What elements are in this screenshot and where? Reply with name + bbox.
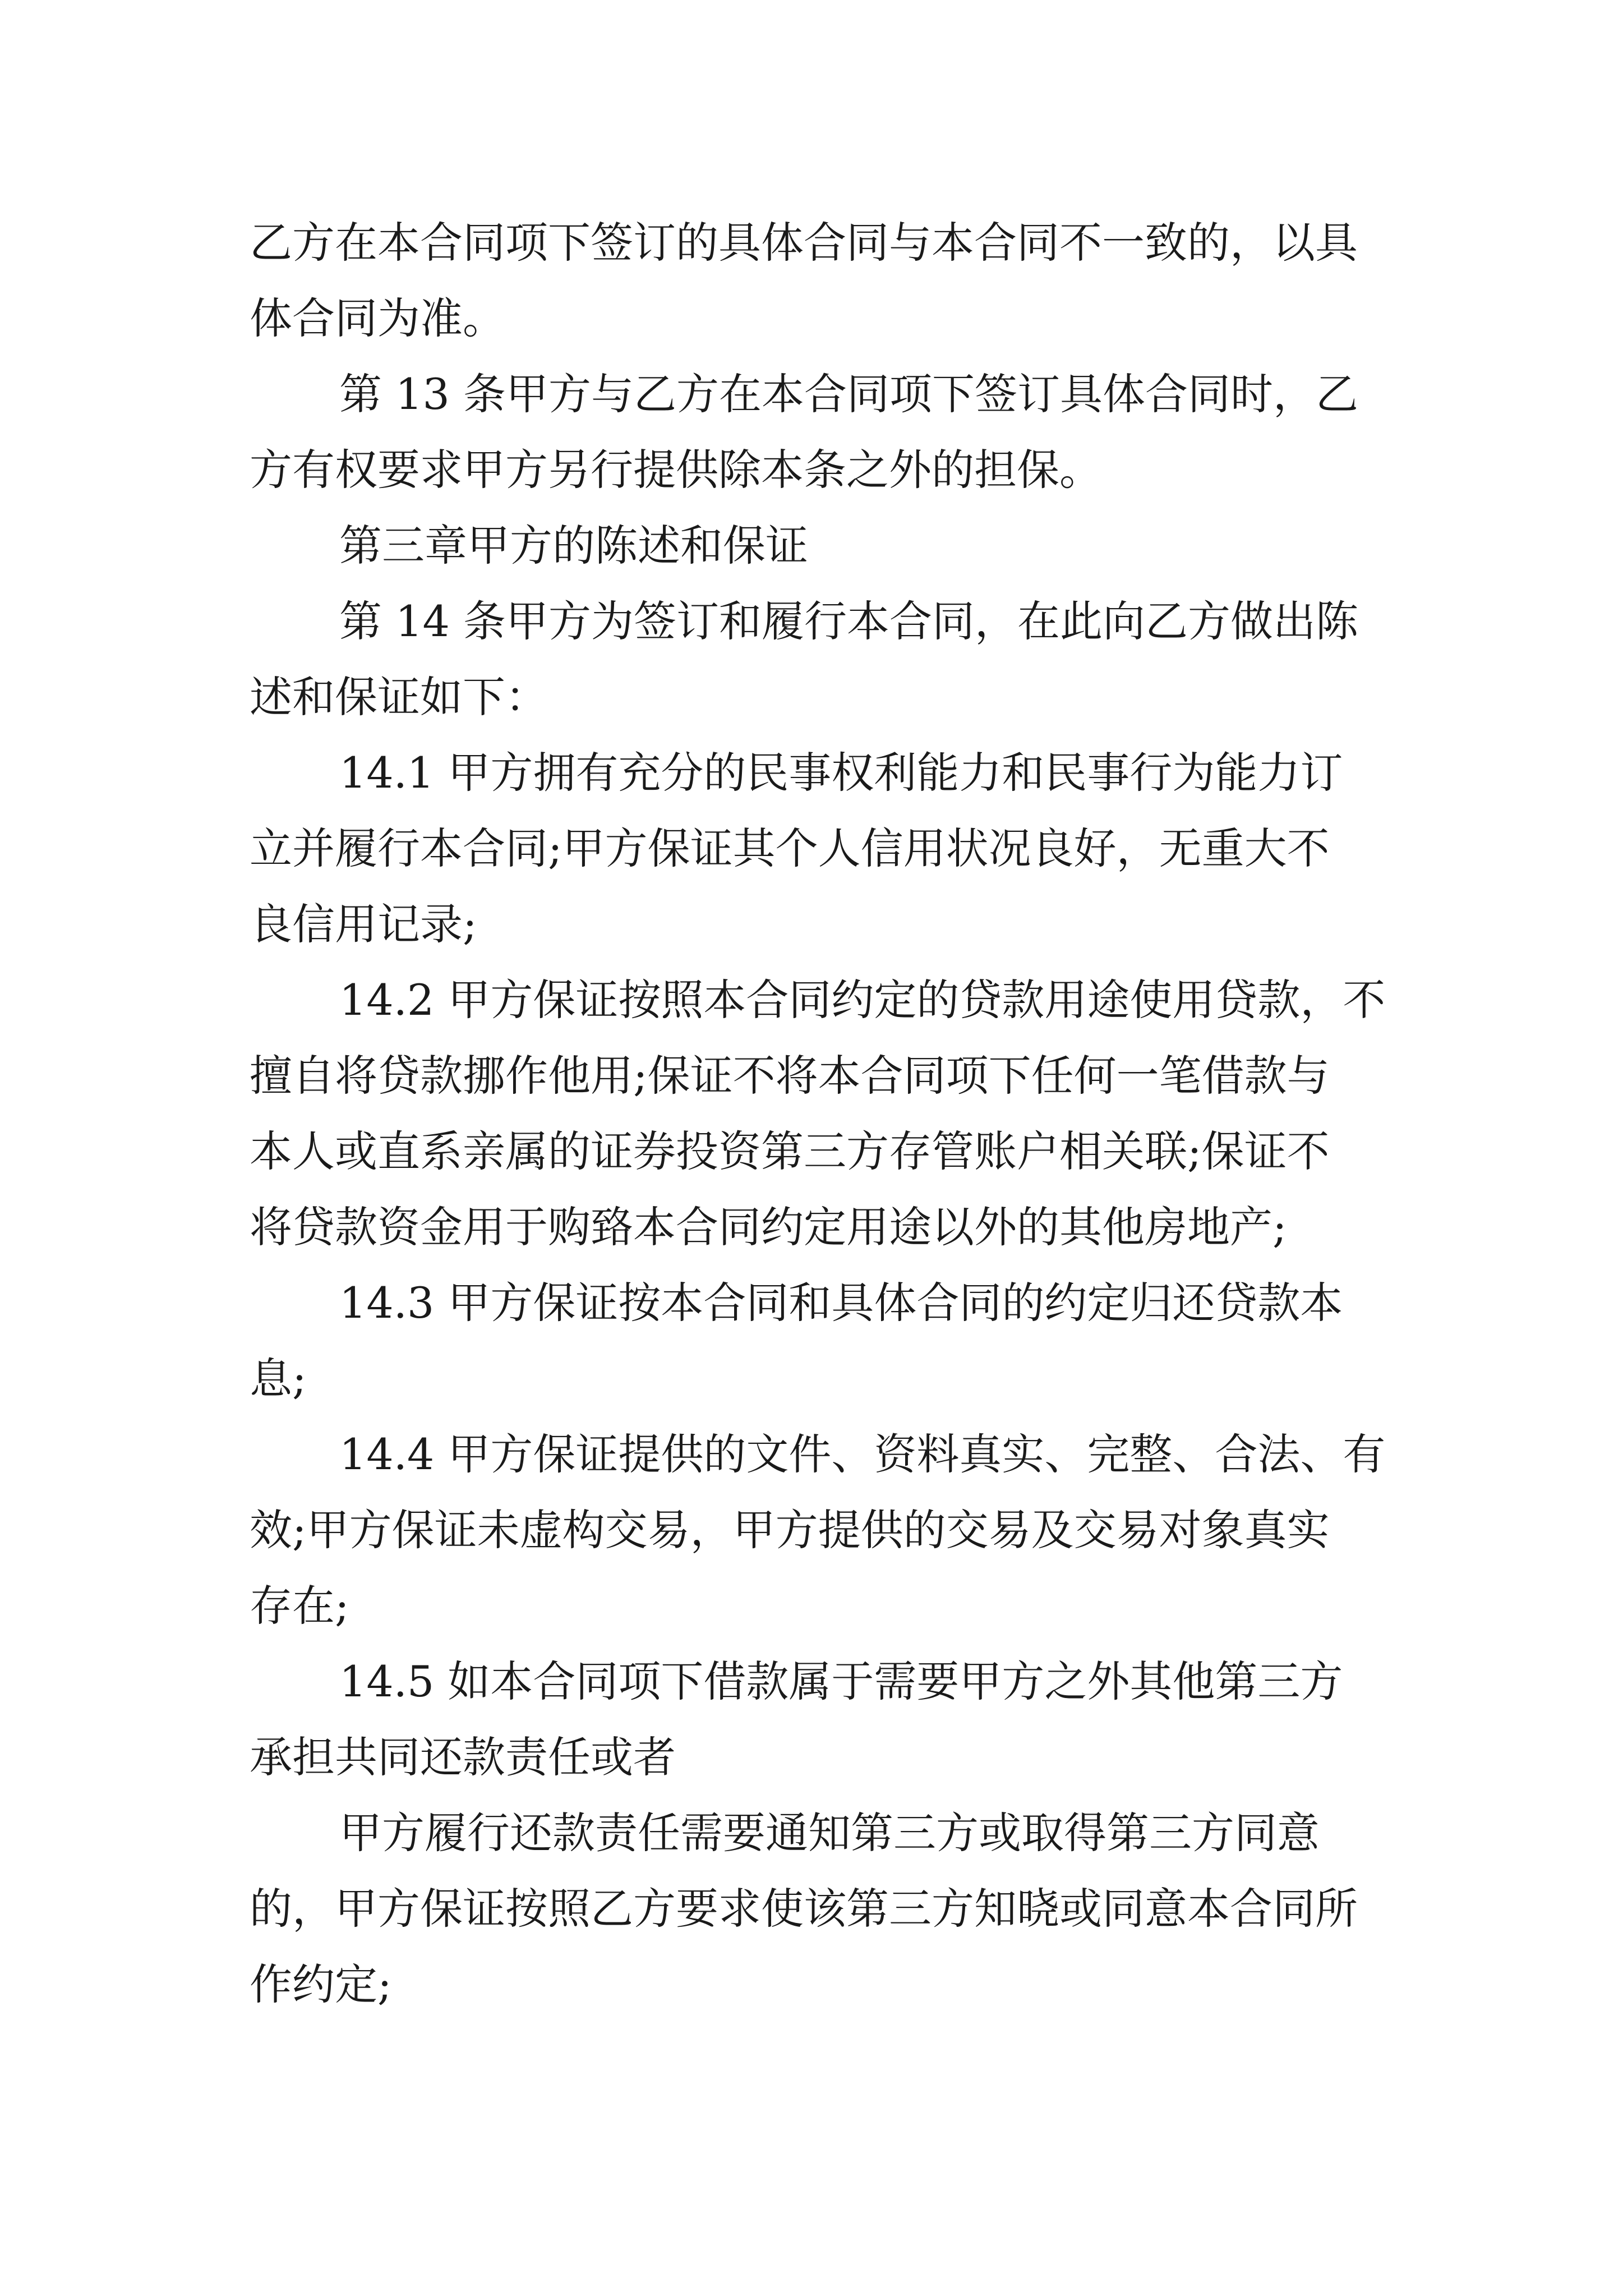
paragraph-line: 效;甲方保证未虚构交易，甲方提供的交易及交易对象真实 xyxy=(250,1505,1330,1555)
clause-14-1-line: 14.1 甲方拥有充分的民事权利能力和民事行为能力订 xyxy=(339,748,1343,798)
paragraph-line: 存在; xyxy=(250,1581,349,1631)
paragraph-line: 的，甲方保证按照乙方要求使该第三方知晓或同意本合同所 xyxy=(250,1884,1358,1934)
article-14-heading-line: 第 14 条甲方为签订和履行本合同，在此向乙方做出陈 xyxy=(339,596,1359,646)
clause-14-4-line: 14.4 甲方保证提供的文件、资料真实、完整、合法、有 xyxy=(339,1429,1386,1479)
clause-14-5-line: 14.5 如本合同项下借款属于需要甲方之外其他第三方 xyxy=(339,1657,1343,1706)
clause-14-2-line: 14.2 甲方保证按照本合同约定的贷款用途使用贷款，不 xyxy=(339,975,1386,1025)
paragraph-line: 作约定; xyxy=(250,1959,392,2009)
paragraph-line: 本人或直系亲属的证券投资第三方存管账户相关联;保证不 xyxy=(250,1126,1330,1176)
paragraph-line: 承担共同还款责任或者 xyxy=(250,1732,676,1782)
paragraph-line: 立并履行本合同;甲方保证其个人信用状况良好，无重大不 xyxy=(250,823,1330,873)
paragraph-line: 方有权要求甲方另行提供除本条之外的担保。 xyxy=(250,445,1102,495)
clause-14-3-line: 14.3 甲方保证按本合同和具体合同的约定归还贷款本 xyxy=(339,1278,1343,1328)
paragraph-line: 良信用记录; xyxy=(250,899,477,949)
paragraph-line: 体合同为准。 xyxy=(250,293,505,343)
article-13-heading-line: 第 13 条甲方与乙方在本合同项下签订具体合同时，乙 xyxy=(339,369,1359,419)
paragraph-line: 述和保证如下： xyxy=(250,672,548,722)
paragraph-line: 擅自将贷款挪作他用;保证不将本合同项下任何一笔借款与 xyxy=(250,1051,1330,1101)
paragraph-line: 将贷款资金用于购臵本合同约定用途以外的其他房地产; xyxy=(250,1202,1287,1252)
paragraph-line: 息; xyxy=(250,1354,307,1404)
paragraph-line: 甲方履行还款责任需要通知第三方或取得第三方同意 xyxy=(339,1808,1320,1858)
paragraph-line: 乙方在本合同项下签订的具体合同与本合同不一致的，以具 xyxy=(250,218,1358,268)
chapter-3-title: 第三章甲方的陈述和保证 xyxy=(339,521,808,570)
